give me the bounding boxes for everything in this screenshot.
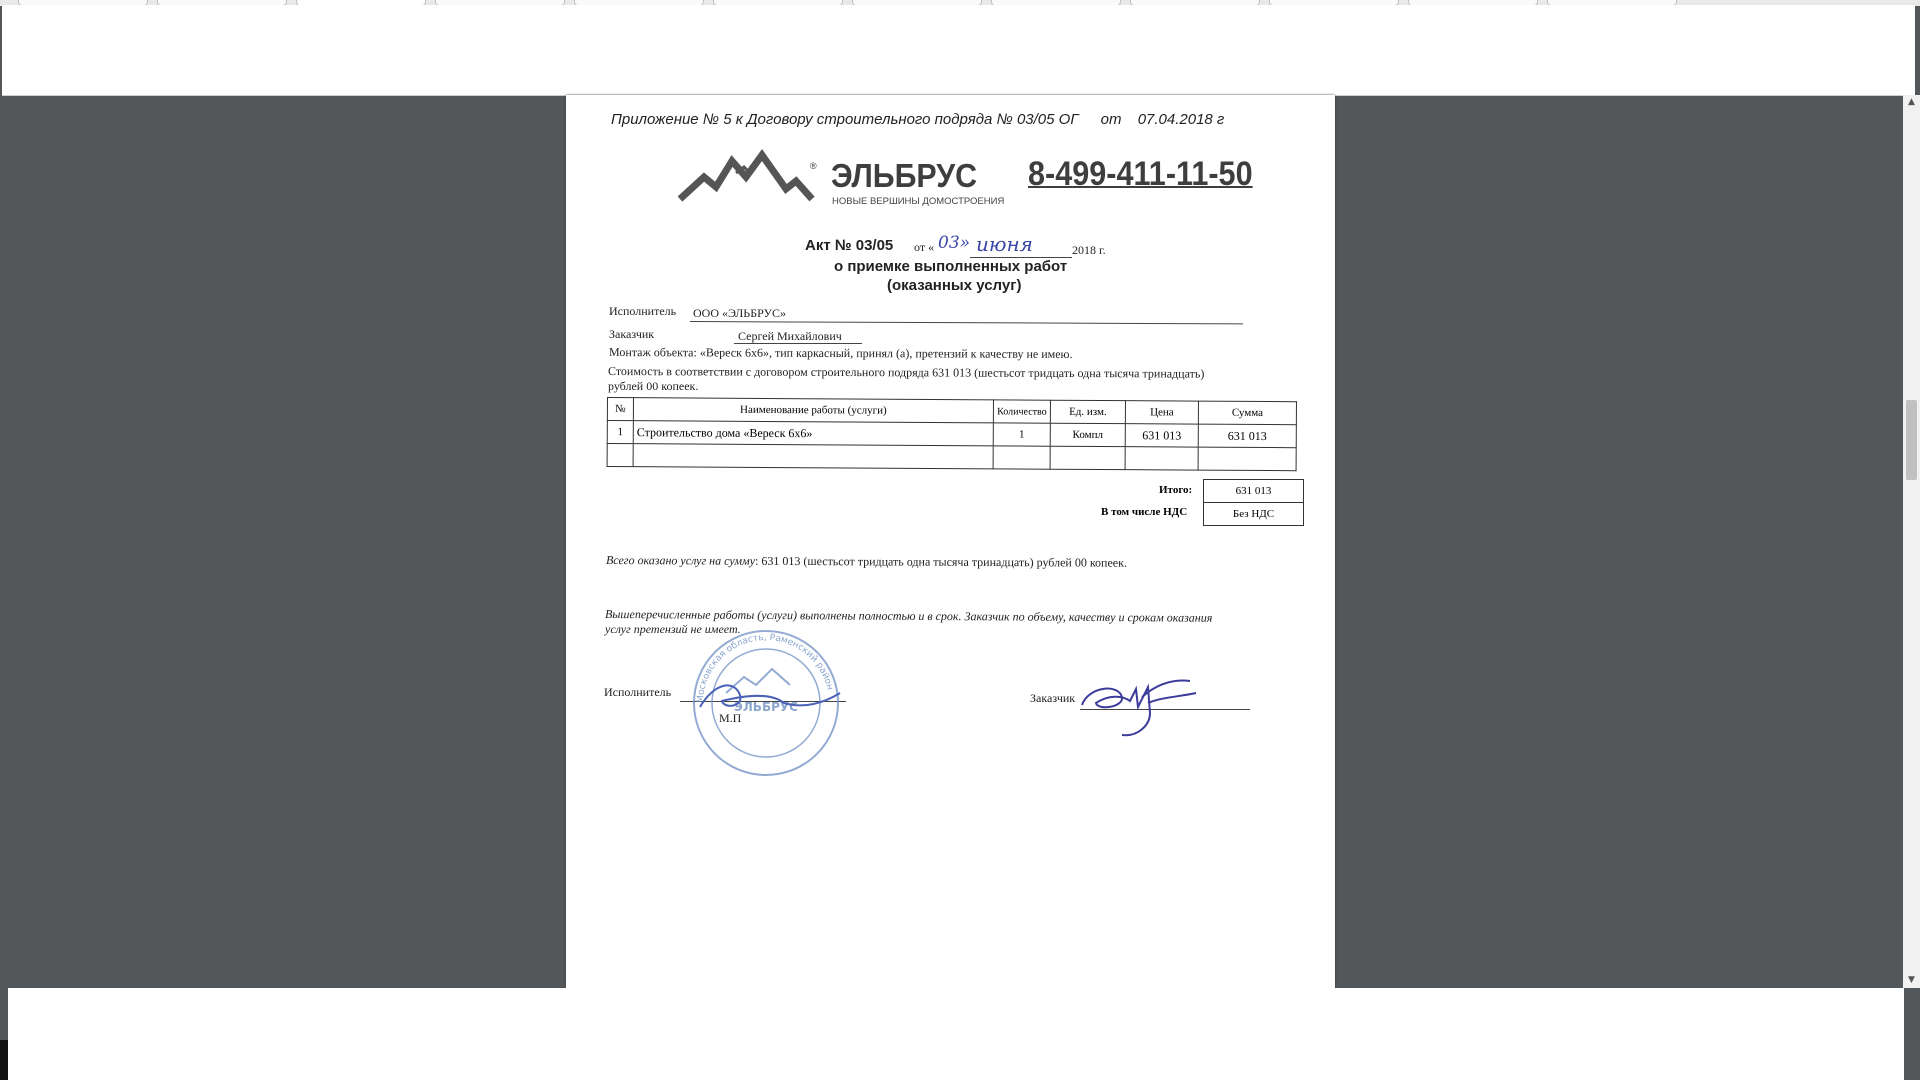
- annex-prefix: Приложение № 5 к Договору строительного подряда № 03/05 ОГ: [611, 111, 1079, 128]
- summary-italic: Всего оказано услуг на сумму: [605, 553, 756, 568]
- row-cell-unit: Компл: [1050, 423, 1125, 446]
- window-corner: [0, 1040, 8, 1080]
- mounting-text: Монтаж объекта: «Вереск 6х6», тип каркасный, принял (а), претензий к качеству не имею.: [608, 345, 1073, 362]
- statement-line2: услуг претензий не имеет.: [605, 622, 741, 636]
- customer-signature-icon: [1078, 677, 1208, 747]
- header-cell-sum: Сумма: [1198, 401, 1296, 425]
- scroll-up-icon[interactable]: ▲: [1908, 97, 1915, 107]
- act-title-line1: о приемке выполненных работ: [834, 258, 1068, 275]
- annex-date-label: от: [1100, 111, 1122, 128]
- row-cell-sum: [1198, 447, 1296, 471]
- stamp-center-text: ЭЛЬБРУС: [734, 700, 798, 714]
- viewer-toolbar: [2, 5, 1915, 96]
- brand-name: ЭЛЬБРУС: [831, 157, 978, 194]
- header-cell-quantity: Количество: [993, 400, 1050, 423]
- vat-value: Без НДС: [1203, 502, 1304, 526]
- stamp-ring-text: Московская область, Раменский район: [695, 632, 835, 704]
- viewer-bottom-panel: [8, 988, 1904, 1080]
- header-cell-name: Наименование работы (услуги): [633, 398, 993, 423]
- summary-rest: : 631 013 (шестьсот тридцать одна тысяча тринадцать) рублей 00 копеек.: [755, 553, 1128, 570]
- company-phone: 8-499-411-11-50: [1028, 155, 1253, 193]
- act-month-handwritten: июня: [976, 232, 1033, 256]
- cost-line2: рублей 00 копеек.: [608, 379, 699, 393]
- cost-line1: Стоимость в соответствии с договором строительного подряда 631 013 (шестьсот тридцать одна тысяча тринадцать): [607, 364, 1205, 381]
- row-cell-number: [607, 444, 633, 467]
- scroll-down-icon[interactable]: ▼: [1908, 975, 1915, 985]
- executor-label: Исполнитель: [609, 304, 677, 318]
- row-cell-number: 1: [607, 421, 633, 444]
- executor-signature-label: Исполнитель: [604, 685, 672, 699]
- row-cell-name: Строительство дома «Вереск 6х6»: [633, 421, 993, 446]
- header-cell-number: №: [607, 398, 633, 421]
- customer-signature-label: Заказчик: [1030, 691, 1076, 705]
- executor-underline: [690, 321, 1243, 324]
- customer-underline: [734, 343, 862, 344]
- document-page: [566, 95, 1335, 988]
- act-year: 2018 г.: [1072, 243, 1106, 257]
- act-title-line2: (оказанных услуг): [887, 277, 1022, 294]
- customer-label: Заказчик: [609, 327, 655, 341]
- row-cell-price: 631 013: [1125, 424, 1198, 447]
- header-cell-price: Цена: [1125, 401, 1198, 424]
- table-row: [607, 444, 1296, 471]
- scrollbar-thumb[interactable]: [1906, 400, 1917, 480]
- act-day-handwritten: 03»: [938, 233, 971, 253]
- executor-value: ООО «ЭЛЬБРУС»: [693, 306, 786, 320]
- stamp-label: М.П: [719, 711, 742, 725]
- row-cell-name: [633, 444, 993, 469]
- brand-tagline: НОВЫЕ ВЕРШИНЫ ДОМОСТРОЕНИЯ: [832, 196, 1005, 207]
- act-number: Акт № 03/05: [805, 237, 894, 254]
- row-cell-unit: [1050, 446, 1125, 469]
- statement-line1: Вышеперечисленные работы (услуги) выполнены полностью и в срок. Заказчик по объему, качеству и срокам оказания: [604, 607, 1213, 625]
- act-from-label: от «: [914, 240, 935, 254]
- total-label: Итого:: [1159, 484, 1193, 496]
- annex-line: [611, 111, 1224, 128]
- summary-line: [606, 553, 1127, 571]
- executor-signature-icon: [694, 663, 844, 723]
- header-cell-unit: Ед. изм.: [1050, 400, 1125, 423]
- row-cell-price: [1125, 447, 1198, 470]
- mountain-icon: [678, 147, 828, 207]
- works-table: [607, 397, 1297, 471]
- row-cell-quantity: [993, 446, 1050, 469]
- vertical-scrollbar[interactable]: [1903, 95, 1920, 988]
- registered-mark: ®: [810, 161, 817, 171]
- row-cell-sum: 631 013: [1198, 424, 1296, 448]
- customer-value: Сергей Михайлович: [738, 329, 842, 343]
- vat-label: В том числе НДС: [1101, 506, 1188, 518]
- company-logo: [678, 147, 1253, 207]
- row-cell-quantity: 1: [993, 423, 1050, 446]
- total-value: 631 013: [1203, 479, 1304, 503]
- annex-date: 07.04.2018 г: [1137, 111, 1225, 128]
